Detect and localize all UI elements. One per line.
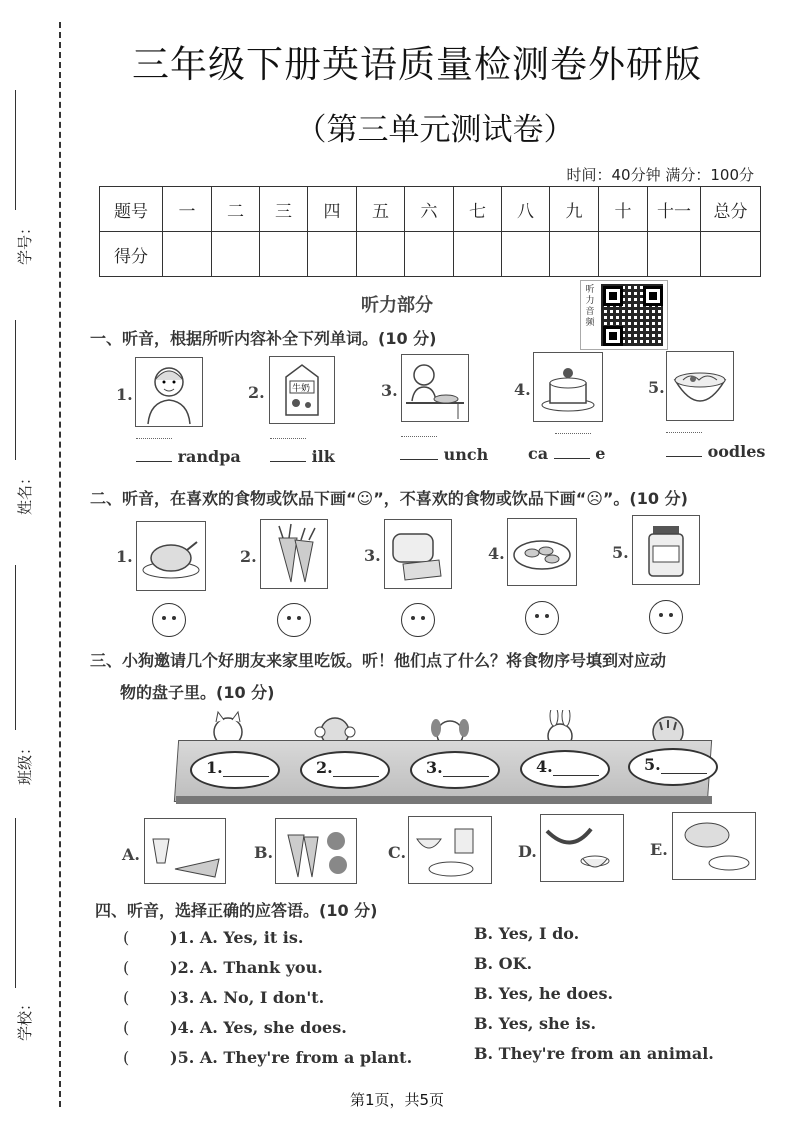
score-header-cell: 题号 <box>100 187 163 232</box>
score-header-cell: 七 <box>454 187 502 232</box>
score-header-cell: 总分 <box>701 187 761 232</box>
s1-num: 1. <box>116 385 133 404</box>
plate-2[interactable] <box>300 751 390 789</box>
s2-num: 4. <box>488 544 505 563</box>
tracing-dots <box>555 433 591 434</box>
student-id-label: 学号： <box>16 219 35 266</box>
s4-option-b: B. Yes, I do. <box>474 924 580 943</box>
juice-and-pizza-picture <box>144 818 226 884</box>
answer-paren[interactable]: ( <box>123 958 130 977</box>
qr-finder-icon <box>603 286 623 306</box>
answer-blank[interactable] <box>666 456 702 457</box>
bread-picture <box>384 519 452 589</box>
noodles-picture <box>666 351 734 421</box>
lunch-picture <box>401 354 469 422</box>
s2-num: 2. <box>240 547 257 566</box>
s1-num: 5. <box>648 378 665 397</box>
cake-picture <box>533 352 603 422</box>
plate-label: 4. <box>536 757 599 776</box>
page-title: 三年级下册英语质量检测卷外研版 <box>132 43 702 86</box>
s4-option-a: )3. A. No, I don't. <box>170 988 325 1007</box>
binding-dashed-line <box>59 22 61 1107</box>
score-cell[interactable] <box>701 232 761 277</box>
class-label: 班级： <box>16 739 35 786</box>
table-edge <box>176 796 712 804</box>
s1-word-2: ilk <box>270 447 335 466</box>
score-header-cell: 八 <box>502 187 550 232</box>
smiley-face-icon[interactable] <box>277 603 311 637</box>
score-header-cell: 九 <box>550 187 599 232</box>
score-cell[interactable] <box>599 232 648 277</box>
s1-num: 3. <box>381 381 398 400</box>
s4-option-b: B. Yes, he does. <box>474 984 614 1003</box>
s4-option-a: )1. A. Yes, it is. <box>170 928 304 947</box>
school-line <box>15 818 16 988</box>
qr-finder-icon <box>603 326 623 346</box>
s4-option-b: B. OK. <box>474 954 533 973</box>
s1-word-5: oodles <box>666 442 765 461</box>
s1-num: 4. <box>514 380 531 399</box>
s4-option-a: )4. A. Yes, she does. <box>170 1018 347 1037</box>
class-line <box>15 565 16 730</box>
name-line <box>15 320 16 460</box>
milk-label: 牛奶 <box>292 384 311 394</box>
s1-word-1: randpa <box>136 447 241 466</box>
s2-num: 5. <box>612 543 629 562</box>
score-header-cell: 四 <box>308 187 357 232</box>
s3-option: A. <box>122 845 140 864</box>
plate-label: 1. <box>206 758 269 777</box>
s4-option-a: )2. A. Thank you. <box>170 958 323 977</box>
qr-finder-icon <box>643 286 663 306</box>
page-subtitle: （第三单元测试卷） <box>295 112 575 148</box>
score-header-cell: 二 <box>212 187 260 232</box>
tracing-dots <box>666 432 702 433</box>
score-cell[interactable] <box>260 232 308 277</box>
tracing-dots <box>401 436 437 437</box>
answer-paren[interactable]: ( <box>123 988 130 1007</box>
smiley-face-icon[interactable] <box>525 601 559 635</box>
carrots-and-apples-picture <box>275 818 357 884</box>
s1-word-4: ca e <box>528 444 606 463</box>
answer-blank[interactable] <box>270 461 306 462</box>
score-cell[interactable] <box>502 232 550 277</box>
s3-option: D. <box>518 842 537 861</box>
s1-num: 2. <box>248 383 265 402</box>
section4-heading: 四、听音，选择正确的应答语。(10 分) <box>95 901 378 920</box>
smiley-face-icon[interactable] <box>401 603 435 637</box>
plate-label: 2. <box>316 758 379 777</box>
smiley-face-icon[interactable] <box>152 603 186 637</box>
s4-option-b: B. Yes, she is. <box>474 1014 597 1033</box>
score-cell[interactable] <box>212 232 260 277</box>
s2-num: 3. <box>364 546 381 565</box>
roast-chicken-picture <box>136 521 206 591</box>
bananas-and-tea-picture <box>540 814 624 882</box>
s4-option-a: )5. A. They're from a plant. <box>170 1048 413 1067</box>
plate-1[interactable] <box>190 751 280 789</box>
section1-heading: 一、听音，根据所听内容补全下列单词。(10 分) <box>90 329 437 348</box>
answer-paren[interactable]: ( <box>123 1018 130 1037</box>
s1-word-3: unch <box>400 445 488 464</box>
plate-4[interactable] <box>520 750 610 788</box>
dumplings-picture <box>507 518 577 586</box>
plate-label: 5. <box>644 755 707 774</box>
smiley-face-icon[interactable] <box>649 600 683 634</box>
grandpa-picture <box>135 357 203 427</box>
carrots-picture <box>260 519 328 589</box>
section3-heading-line2: 物的盘子里。(10 分) <box>120 683 275 702</box>
score-header-cell: 十 <box>599 187 648 232</box>
tracing-dots <box>136 438 172 439</box>
page-footer: 第1页，共5页 <box>349 1091 445 1109</box>
qr-code[interactable] <box>580 280 668 350</box>
score-cell[interactable] <box>648 232 701 277</box>
score-header-cell: 一 <box>163 187 212 232</box>
juice-jar-picture <box>632 515 700 585</box>
s3-option: C. <box>388 843 407 862</box>
score-header-cell: 十一 <box>648 187 701 232</box>
answer-blank[interactable] <box>400 459 438 460</box>
tracing-dots <box>270 438 306 439</box>
answer-paren[interactable]: ( <box>123 1048 130 1067</box>
score-cell[interactable] <box>550 232 599 277</box>
score-table <box>99 186 761 277</box>
score-cell[interactable] <box>163 232 212 277</box>
score-row-label: 得分 <box>100 232 163 277</box>
s3-option: B. <box>254 843 274 862</box>
score-header-cell: 三 <box>260 187 308 232</box>
answer-blank[interactable] <box>554 458 590 459</box>
milk-carton-picture <box>269 356 335 424</box>
s2-num: 1. <box>116 547 133 566</box>
exam-meta: 时间：40分钟 满分：100分 <box>566 166 754 184</box>
score-header-cell: 五 <box>357 187 405 232</box>
listening-heading: 听力部分 <box>361 295 433 316</box>
s3-option: E. <box>650 840 668 859</box>
score-header-cell: 六 <box>405 187 454 232</box>
plate-label: 3. <box>426 758 489 777</box>
name-label: 姓名： <box>16 469 35 516</box>
section2-heading: 二、听音，在喜欢的食物或饮品下画“☺”，不喜欢的食物或饮品下画“☹”。(10 分) <box>90 489 688 508</box>
plate-5[interactable] <box>628 748 718 786</box>
score-cell[interactable] <box>454 232 502 277</box>
section3-heading-line1: 三、小狗邀请几个好朋友来家里吃饭。听！他们点了什么？将食物序号填到对应动 <box>90 651 667 670</box>
chicken-and-meat-picture <box>672 812 756 880</box>
school-label: 学校： <box>16 995 35 1042</box>
answer-paren[interactable]: ( <box>123 928 130 947</box>
s4-option-b: B. They're from an animal. <box>474 1044 714 1063</box>
qr-label: 听力音频 <box>585 285 595 328</box>
score-cell[interactable] <box>308 232 357 277</box>
score-cell[interactable] <box>357 232 405 277</box>
answer-blank[interactable] <box>136 461 172 462</box>
plate-3[interactable] <box>410 751 500 789</box>
rice-milk-fish-picture <box>408 816 492 884</box>
score-cell[interactable] <box>405 232 454 277</box>
